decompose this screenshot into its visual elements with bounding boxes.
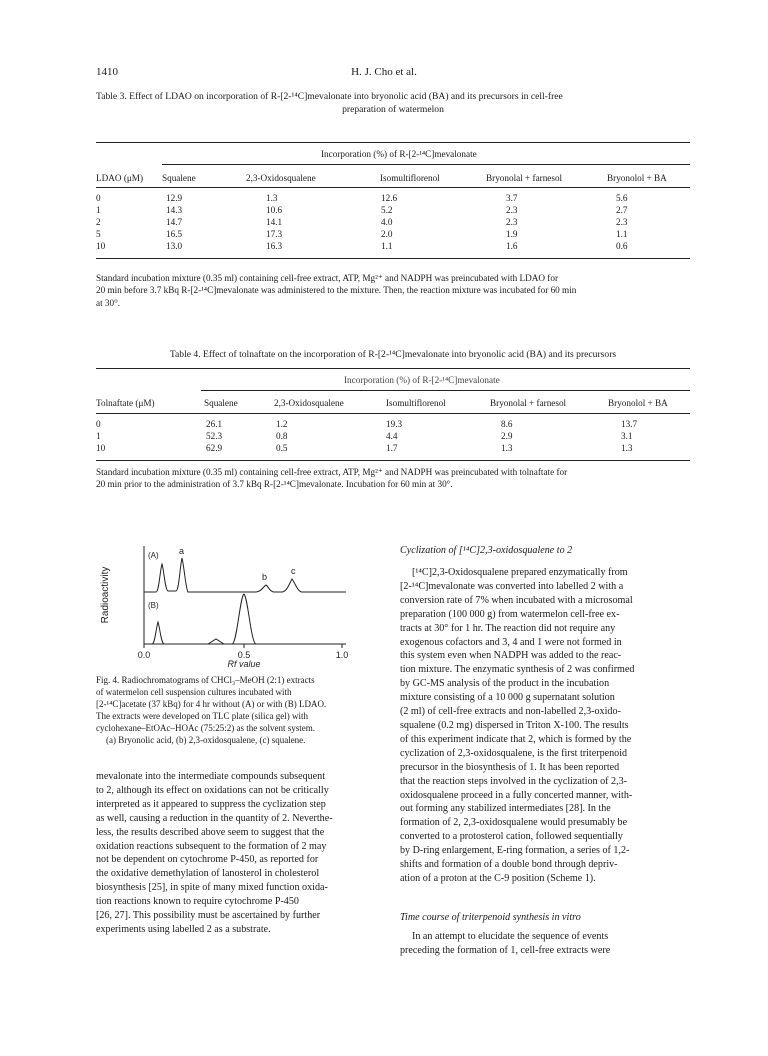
- table3-col-header: Squalene: [162, 173, 196, 183]
- table-cell: 0: [96, 419, 101, 429]
- page-number: 1410: [96, 66, 118, 78]
- table3-col-header: LDAO (μM): [96, 173, 144, 183]
- table-cell: 1.3: [621, 443, 633, 453]
- text-line: squalene (0.2 mg) dispersed in Triton X-100. The results: [400, 719, 629, 731]
- table-cell: 1.6: [506, 241, 518, 251]
- trace-panel-a: [144, 558, 346, 592]
- table3-caption-line2: preparation of watermelon: [342, 104, 444, 115]
- table4-col-header: 2,3-Oxidosqualene: [274, 398, 344, 408]
- caption-line: (a) Bryonolic acid, (b) 2,3-oxidosqualene, (c) squalene.: [106, 735, 306, 745]
- trace-panel-b: [144, 594, 346, 644]
- table3-col-header: Bryonolol + BA: [607, 173, 667, 183]
- peak-label-a: a: [179, 546, 185, 556]
- text-line: out forming any stabilized intermediates [28]. In the: [400, 803, 611, 815]
- table-cell: 14.3: [166, 205, 183, 215]
- table-cell: 2: [96, 217, 101, 227]
- table-cell: 2.3: [506, 217, 518, 227]
- text-line: oxidosqualene proceed in a fully concerted manner, with-: [400, 789, 633, 801]
- y-axis-label: Radioactivity: [100, 566, 111, 624]
- text-line: formation of 2, 2,3-oxidosqualene would presumably be: [400, 817, 628, 829]
- text-line: less, the results described above seem to suggest that the: [96, 826, 325, 838]
- text-line: tion mixture. The enzymatic synthesis of 2 was confirmed: [400, 664, 635, 676]
- x-axis-label: Rf value: [227, 659, 261, 668]
- table-cell: 14.1: [266, 217, 283, 227]
- right-column-section2: [400, 930, 692, 958]
- table-cell: 1.9: [506, 229, 518, 239]
- table3-footnote-line: at 30°.: [96, 297, 121, 308]
- text-line: oxidation reactions subsequent to the formation of 2 may: [96, 840, 327, 852]
- text-line: converted to a protosterol cation, followed sequentially: [400, 831, 623, 843]
- text-line: that the reaction steps involved in the cyclization of 2,3-: [400, 775, 628, 787]
- table-cell: 10: [96, 443, 106, 453]
- table-cell: 1.1: [381, 241, 393, 251]
- table3-group-header: Incorporation (%) of R-[2-¹⁴C]mevalonate: [321, 149, 477, 159]
- table-cell: 1.2: [276, 419, 288, 429]
- table-cell: 8.6: [501, 419, 513, 429]
- text-line: by D-ring enlargement, E-ring formation, a series of 1,2-: [400, 845, 630, 857]
- text-line: preceding the formation of 1, cell-free extracts were: [400, 944, 611, 956]
- table3-col-header: 2,3-Oxidosqualene: [246, 173, 316, 183]
- x-tick-label: 0.0: [137, 650, 151, 660]
- x-tick-label: 0.5: [237, 650, 251, 660]
- text-line: shifts and formation of a double bond through depriv-: [400, 859, 618, 871]
- running-head-authors: H. J. Cho et al.: [351, 66, 417, 78]
- table-cell: 16.3: [266, 241, 283, 251]
- table-cell: 5.6: [616, 193, 628, 203]
- text-line: exogenous cofactors and 3, 4 and 1 were not formed in: [400, 636, 622, 648]
- right-column-section1: [400, 566, 692, 886]
- table4: [96, 360, 690, 480]
- text-line: [¹⁴C]2,3-Oxidosqualene prepared enzymatically from: [412, 567, 628, 578]
- table-cell: 10: [96, 241, 106, 251]
- table-cell: 4.4: [386, 431, 398, 441]
- table3-footnote-line: 20 min before 3.7 kBq R-[2-¹⁴C]mevalonate was administered to the mixture. Then, the reaction mixture was incubated for 60 min: [96, 285, 577, 296]
- table3-col-header: Isomultiflorenol: [380, 173, 440, 183]
- text-line: as well, causing a reduction in the quantity of 2. Neverthe-: [96, 812, 333, 824]
- table3-bottom-rule: [96, 258, 690, 259]
- table-cell: 13.0: [166, 241, 183, 251]
- table-cell: 5.2: [381, 205, 393, 215]
- table-cell: 1: [96, 431, 101, 441]
- table4-col-header: Bryonolol + BA: [608, 398, 668, 408]
- table-cell: 52.3: [206, 431, 223, 441]
- table-cell: 1.3: [266, 193, 278, 203]
- table3-footnote: [96, 272, 690, 309]
- table-cell: 1.3: [501, 443, 513, 453]
- table-cell: 0: [96, 193, 101, 203]
- table4-footnote-line: 20 min prior to the administration of 3.7 kBq R-[2-¹⁴C]mevalonate. Incubation for 60 min at 30°.: [96, 479, 453, 490]
- figure4-caption: [96, 674, 366, 746]
- table3-col-header: Bryonolal + farnesol: [486, 173, 563, 183]
- table-cell: 13.7: [621, 419, 638, 429]
- table4-footnote: [96, 466, 690, 491]
- table-cell: 0.5: [276, 443, 288, 453]
- table4-footnote-line: Standard incubation mixture (0.35 ml) containing cell-free extract, ATP, Mg²⁺ and NADPH was preincubated with tolnaftate for: [96, 467, 568, 477]
- table4-bottom-rule: [96, 460, 690, 461]
- table-cell: 26.1: [206, 419, 223, 429]
- text-line: the oxidative demethylation of lanosterol in cholesterol: [96, 868, 320, 880]
- table3-group-rule: [162, 164, 690, 165]
- section-heading-time-course: Time course of triterpenoid synthesis in vitro: [400, 912, 581, 923]
- table3-caption: [96, 90, 690, 116]
- text-line: ation of a proton at the C-9 position (Scheme 1).: [400, 872, 596, 884]
- table-cell: 1: [96, 205, 101, 215]
- table4-col-header: Bryonolal + farnesol: [490, 398, 567, 408]
- text-line: In an attempt to elucidate the sequence of events: [412, 931, 609, 942]
- table-cell: 2.0: [381, 229, 393, 239]
- text-line: conversion rate of 7% when incubated with a microsomal: [400, 594, 633, 606]
- text-line: preparation (100 000 g) from watermelon cell-free ex-: [400, 608, 620, 620]
- caption-line: The extracts were developed on TLC plate (silica gel) with: [96, 711, 309, 721]
- left-column-text: [96, 770, 386, 937]
- text-line: of this experiment indicate that 2, which is formed by the: [400, 733, 632, 745]
- table-cell: 19.3: [386, 419, 403, 429]
- table-cell: 0.8: [276, 431, 288, 441]
- text-line: mixture consisting of a 10 000 g supernatant solution: [400, 692, 615, 704]
- table4-group-rule: [201, 390, 690, 391]
- table3-header-rule: [96, 187, 690, 188]
- table3-caption-line1: Table 3. Effect of LDAO on incorporation of R-[2-¹⁴C]mevalonate into bryonolic acid (BA) and its precursors in cell-free: [96, 91, 563, 102]
- text-line: this system even when NADPH was added to the reac-: [400, 650, 622, 662]
- table4-col-header: Squalene: [204, 398, 238, 408]
- text-line: cyclization of 2,3-oxidosqualene, is the first triterpenoid: [400, 747, 628, 759]
- table-cell: 3.1: [621, 431, 633, 441]
- table-cell: 17.3: [266, 229, 283, 239]
- table3-top-rule: [96, 142, 690, 143]
- table4-group-header: Incorporation (%) of R-[2-¹⁴C]mevalonate: [344, 375, 500, 385]
- table-cell: 3.7: [506, 193, 518, 203]
- caption-line: [2-¹⁴C]acetate (37 kBq) for 4 hr without (A) or with (B) LDAO.: [96, 699, 327, 709]
- table-cell: 16.5: [166, 229, 183, 239]
- table4-caption: Table 4. Effect of tolnaftate on the incorporation of R-[2-¹⁴C]mevalonate into bryonolic acid (BA) and its precursors: [169, 349, 617, 360]
- table-cell: 2.9: [501, 431, 513, 441]
- table-cell: 5: [96, 229, 101, 239]
- text-line: by GC-MS analysis of the product in the incubation: [400, 678, 610, 690]
- caption-line: cyclohexane–EtOAc–HOAc (75:25:2) as the solvent system.: [96, 723, 315, 733]
- table4-col-header: Isomultiflorenol: [386, 398, 446, 408]
- table-cell: 2.3: [616, 217, 628, 227]
- table3: [96, 128, 690, 268]
- panel-a-label: (A): [148, 551, 159, 560]
- table-cell: 0.6: [616, 241, 628, 251]
- text-line: experiments using labelled 2 as a substrate.: [96, 923, 271, 935]
- caption-line: of watermelon cell suspension cultures incubated with: [96, 687, 292, 697]
- table4-col-header: Tolnaftate (μM): [96, 398, 155, 408]
- radiochromatogram-plot: [96, 536, 366, 668]
- table-cell: 4.0: [381, 217, 393, 227]
- section-heading-cyclization: Cyclization of [¹⁴C]2,3-oxidosqualene to 2: [400, 545, 573, 556]
- text-line: tion reactions known to require cytochrome P-450: [96, 896, 299, 908]
- table-cell: 2.3: [506, 205, 518, 215]
- text-line: interpreted as it appeared to suppress the cyclization step: [96, 798, 326, 810]
- caption-line: Fig. 4. Radiochromatograms of CHCl₃–MeOH (2:1) extracts: [96, 675, 315, 685]
- text-line: to 2, although its effect on oxidations can not be critically: [96, 784, 329, 796]
- peak-label-c: c: [291, 566, 296, 576]
- text-line: mevalonate into the intermediate compounds subsequent: [96, 771, 326, 782]
- x-tick-label: 1.0: [335, 650, 349, 660]
- table-cell: 2.7: [616, 205, 628, 215]
- table-cell: 10.6: [266, 205, 283, 215]
- text-line: (2 ml) of cell-free extracts and non-labelled 2,3-oxido-: [400, 706, 621, 718]
- table4-header-rule: [96, 413, 690, 414]
- table-cell: 12.9: [166, 193, 183, 203]
- table-cell: 1.1: [616, 229, 628, 239]
- text-line: biosynthesis [25], in spite of many mixed function oxida-: [96, 882, 328, 894]
- table-cell: 62.9: [206, 443, 223, 453]
- table-cell: 12.6: [381, 193, 398, 203]
- text-line: tracts at 30° for 1 hr. The reaction did not require any: [400, 622, 616, 634]
- table-cell: 14.7: [166, 217, 183, 227]
- table3-footnote-line: Standard incubation mixture (0.35 ml) containing cell-free extract, ATP, Mg²⁺ and NADPH was preincubated with LDAO for: [96, 273, 559, 283]
- figure4: [96, 536, 366, 668]
- text-line: not be dependent on cytochrome P-450, as reported for: [96, 854, 319, 866]
- text-line: precursor in the biosynthesis of 1. It has been reported: [400, 761, 620, 773]
- text-line: [2-¹⁴C]mevalonate was converted into labelled 2 with a: [400, 580, 624, 592]
- table-cell: 1.7: [386, 443, 398, 453]
- panel-b-label: (B): [148, 601, 159, 610]
- peak-label-b: b: [262, 572, 268, 582]
- table4-top-rule: [96, 368, 690, 369]
- text-line: [26, 27]. This possibility must be ascertained by further: [96, 910, 321, 922]
